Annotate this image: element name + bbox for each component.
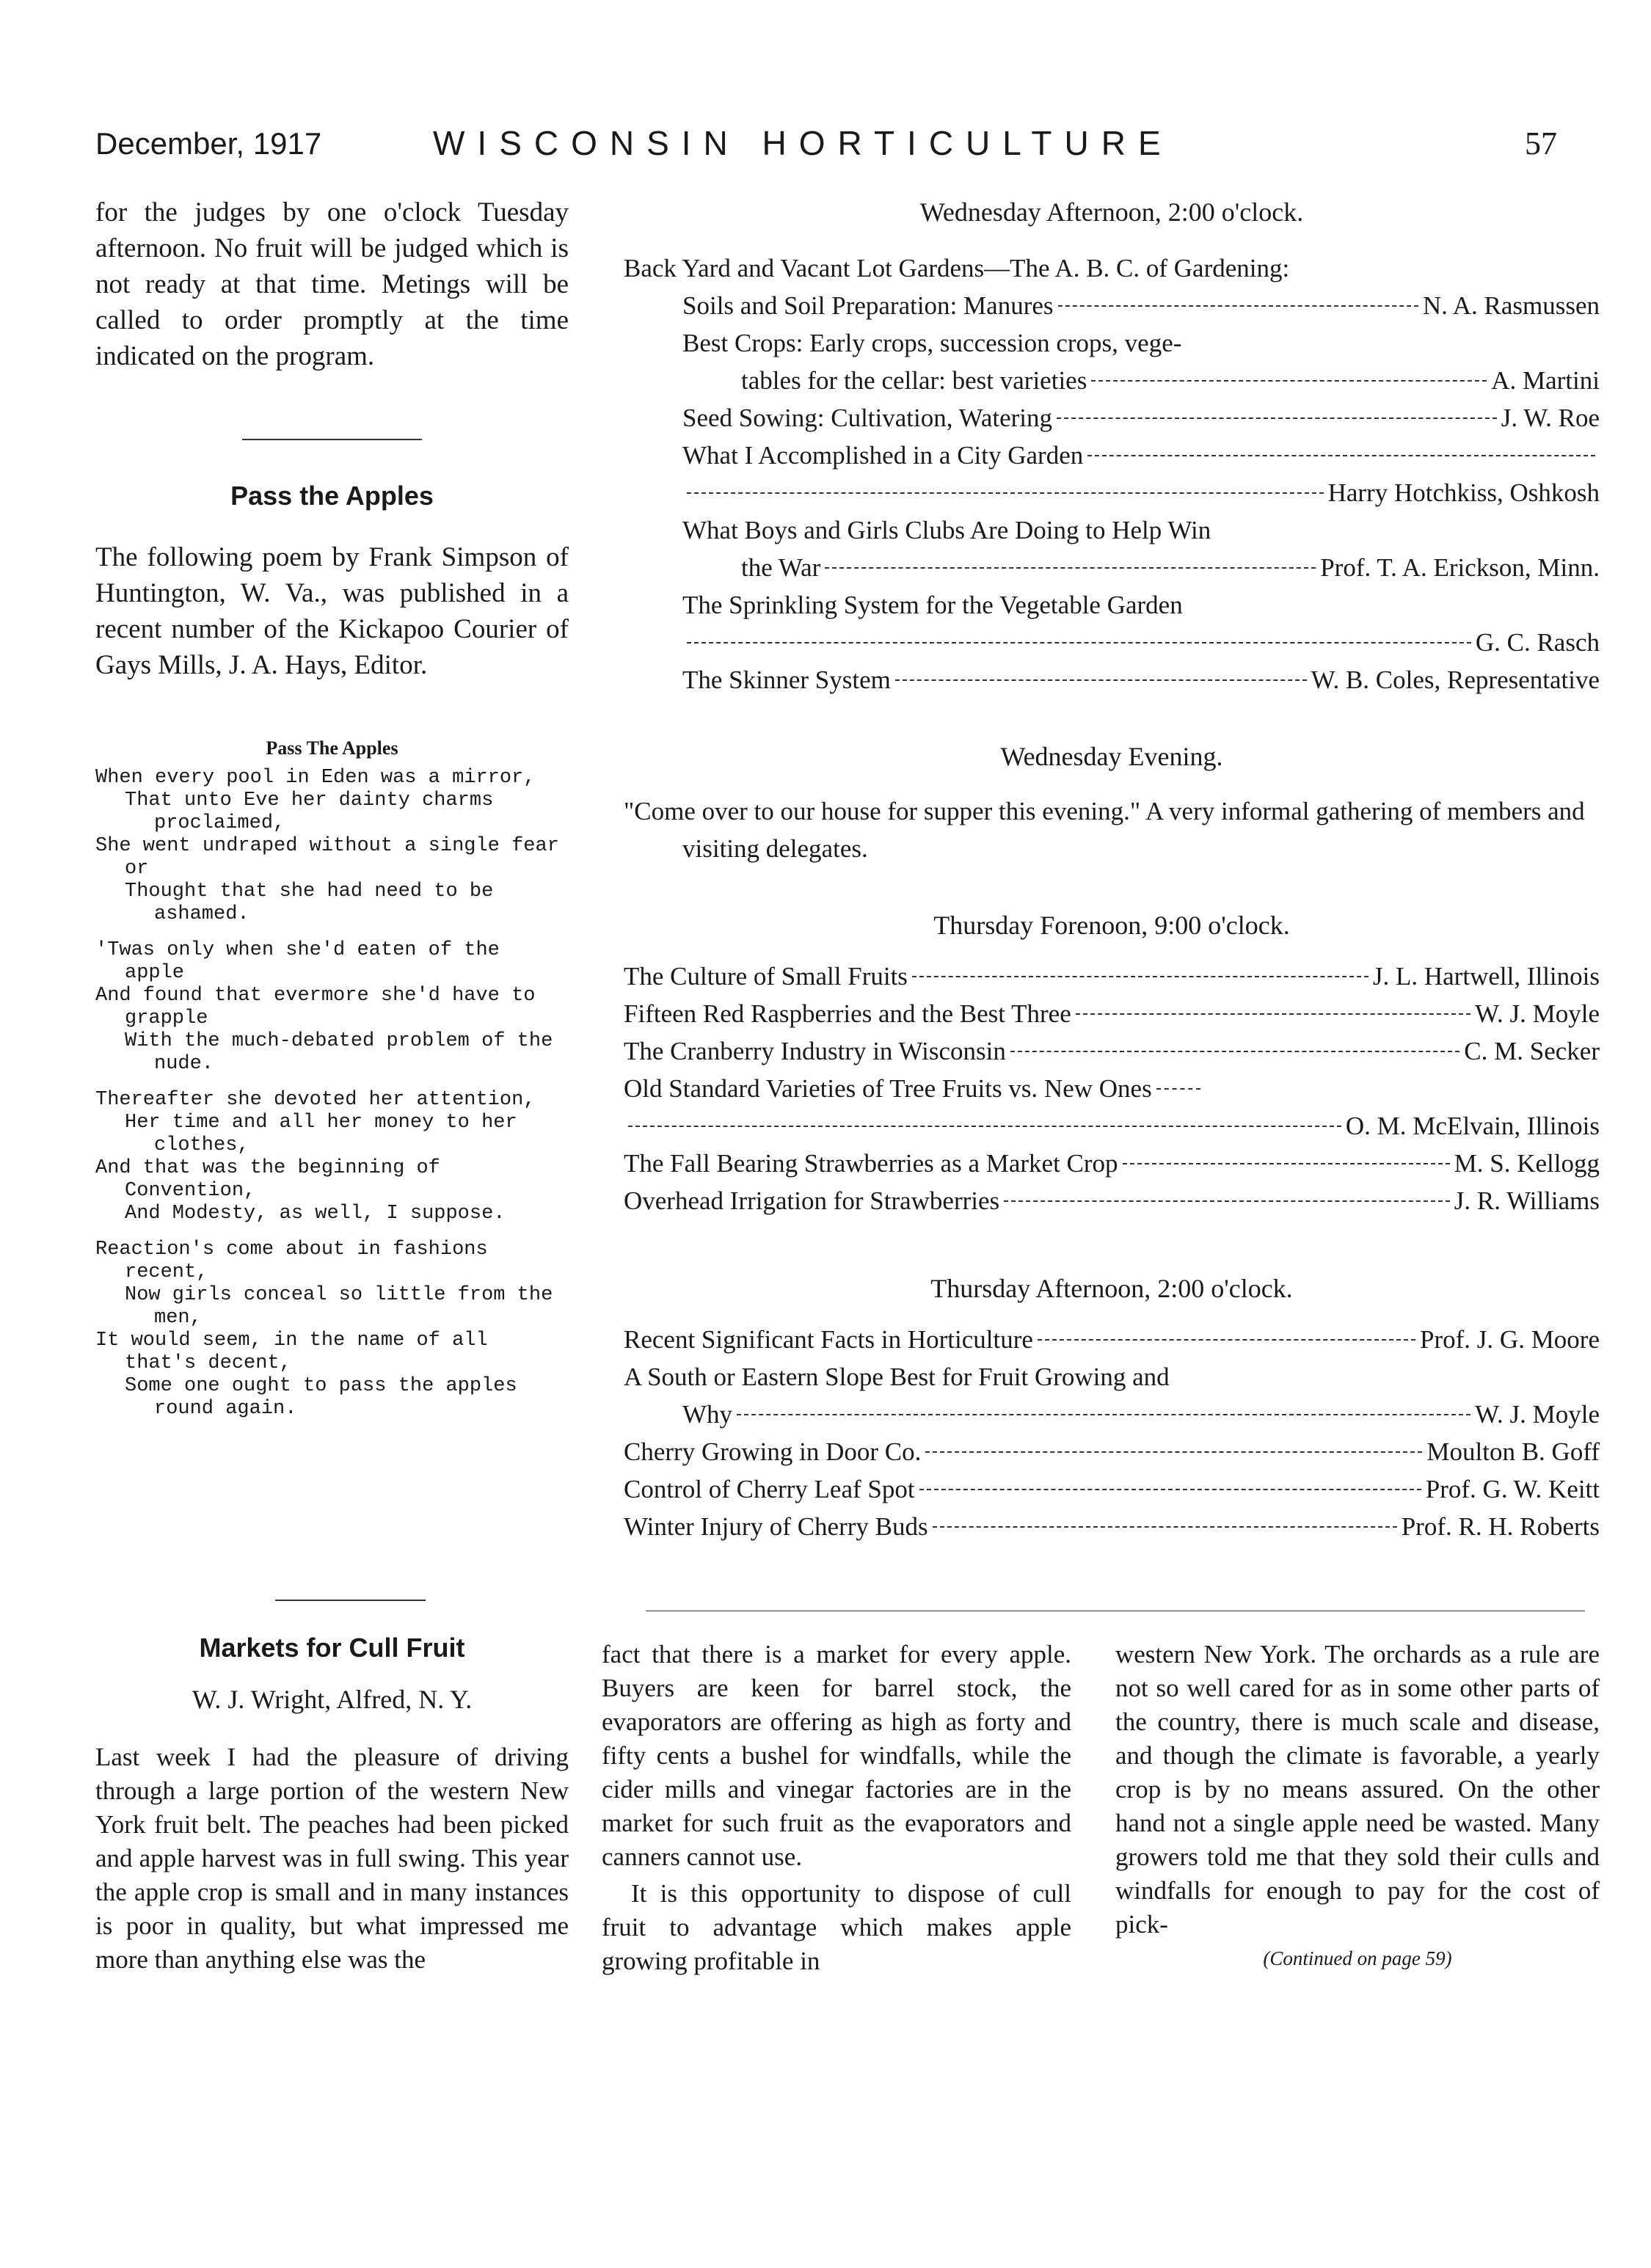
entry-title-line: A South or Eastern Slope Best for Fruit Growing and <box>624 1363 1170 1391</box>
entry-title: Control of Cherry Leaf Spot <box>624 1475 915 1503</box>
program-entry <box>624 1433 1600 1470</box>
program-entry <box>682 661 1600 699</box>
poem-line: She went undraped without a single fear or <box>95 835 559 880</box>
entry-speaker: W. B. Coles, Representative <box>1311 666 1600 694</box>
program-entry <box>624 1032 1600 1070</box>
program-entry <box>682 437 1600 474</box>
divider <box>242 439 422 440</box>
poem-line: Thought that she had need to be ashamed. <box>125 880 494 925</box>
entry-speaker: J. L. Hartwell, Illinois <box>1372 962 1600 991</box>
entry-speaker: O. M. McElvain, Illinois <box>1345 1112 1600 1140</box>
program-entry <box>624 1145 1600 1182</box>
leader-dashes <box>1076 1013 1470 1015</box>
entry-speaker: W. J. Moyle <box>1475 1400 1600 1429</box>
poem-stanza <box>95 939 569 1076</box>
poem-line: Now girls conceal so little from the men, <box>125 1284 553 1329</box>
entry-speaker: Moulton B. Goff <box>1426 1437 1600 1466</box>
entry-title-line: What Boys and Girls Clubs Are Doing to Help Win <box>682 516 1211 544</box>
leader-dashes <box>1058 305 1418 307</box>
poem-line: And that was the beginning of Convention, <box>95 1157 440 1202</box>
leader-dashes <box>1010 1051 1459 1052</box>
poem <box>95 767 569 1434</box>
poem-line: That unto Eve her dainty charms proclaimed, <box>125 790 494 834</box>
program-subitems <box>624 287 1600 699</box>
pass-apples-intro: The following poem by Frank Simpson of Huntington, W. Va., was published in a recent number of the Kickapoo Courier of Gays Mills, J. A. Hays, Editor. <box>95 542 569 680</box>
leader-dashes <box>1156 1088 1200 1090</box>
program-entry <box>624 995 1600 1032</box>
program-topic: Back Yard and Vacant Lot Gardens—The A. B. C. of Gardening: <box>624 254 1290 282</box>
entry-title: The Culture of Small Fruits <box>624 962 908 991</box>
program-entry <box>682 549 1600 586</box>
leader-dashes <box>919 1489 1421 1490</box>
entry-title: Seed Sowing: Cultivation, Watering <box>682 404 1052 432</box>
program-entry <box>682 474 1600 511</box>
entry-title: The Fall Bearing Strawberries as a Market Crop <box>624 1149 1118 1178</box>
thu-forenoon-program <box>624 958 1600 1219</box>
leader-dashes <box>1091 380 1487 382</box>
program-entry <box>624 1070 1600 1107</box>
leader-dashes <box>1057 417 1497 419</box>
entry-title-line: Best Crops: Early crops, succession crops, vege- <box>682 329 1182 357</box>
entry-speaker: Prof. T. A. Erickson, Minn. <box>1320 553 1600 582</box>
program-entry <box>624 1107 1600 1145</box>
entry-speaker: A. Martini <box>1491 366 1600 395</box>
entry-speaker: G. C. Rasch <box>1475 628 1600 657</box>
leader-dashes <box>933 1526 1397 1528</box>
leader-dashes <box>1004 1200 1450 1202</box>
entry-speaker: N. A. Rasmussen <box>1422 291 1600 320</box>
entry-speaker: W. J. Moyle <box>1475 999 1600 1028</box>
entry-title: Cherry Growing in Door Co. <box>624 1437 922 1466</box>
poem-title: Pass The Apples <box>266 737 398 759</box>
markets-column-1: Last week I had the pleasure of driving through a large portion of the western New York fruit belt. The peaches had been picked and apple harvest was in full swing. This year the apple crop is small and in many instances is poor in quality, but what impressed me more than anything else was the <box>95 1743 569 1974</box>
leader-dashes <box>825 567 1316 569</box>
entry-title: What I Accomplished in a City Garden <box>682 441 1084 470</box>
poem-line: With the much-debated problem of the nude. <box>125 1030 553 1075</box>
wed-afternoon-program <box>624 249 1600 699</box>
leader-dashes <box>687 492 1324 494</box>
entry-speaker: Harry Hotchkiss, Oshkosh <box>1327 478 1600 507</box>
markets-byline: W. J. Wright, Alfred, N. Y. <box>192 1685 473 1714</box>
entry-title: Old Standard Varieties of Tree Fruits vs. New Ones <box>624 1074 1152 1103</box>
entry-speaker: Prof. J. G. Moore <box>1420 1325 1600 1354</box>
poem-line: It would seem, in the name of all that's decent, <box>95 1330 488 1374</box>
poem-line: When every pool in Eden was a mirror, <box>95 767 536 789</box>
entry-speaker: J. W. Roe <box>1501 404 1600 432</box>
poem-stanza <box>95 1239 569 1421</box>
entry-title: The Skinner System <box>682 666 891 694</box>
poem-line: Some one ought to pass the apples round again. <box>125 1375 517 1420</box>
poem-line: And found that evermore she'd have to grapple <box>95 985 536 1029</box>
program-entry <box>682 362 1600 399</box>
thu-afternoon-heading: Thursday Afternoon, 2:00 o'clock. <box>930 1274 1293 1303</box>
poem-line: Reaction's come about in fashions recent, <box>95 1239 488 1283</box>
thu-afternoon-program <box>624 1321 1600 1545</box>
entry-title: The Cranberry Industry in Wisconsin <box>624 1037 1006 1065</box>
markets-heading: Markets for Cull Fruit <box>199 1633 465 1663</box>
leader-dashes <box>628 1126 1341 1127</box>
leader-dashes <box>737 1414 1470 1415</box>
poem-line: 'Twas only when she'd eaten of the apple <box>95 939 500 984</box>
leader-dashes <box>912 976 1368 977</box>
wed-evening-heading: Wednesday Evening. <box>1000 742 1223 771</box>
markets-column-3 <box>1115 1638 1600 1975</box>
entry-title: Fifteen Red Raspberries and the Best Three <box>624 999 1071 1028</box>
entry-title: Winter Injury of Cherry Buds <box>624 1512 928 1541</box>
journal-title: WISCONSIN HORTICULTURE <box>433 124 1173 162</box>
markets-paragraph: It is this opportunity to dispose of cull fruit to advantage which makes apple growing profitable in <box>602 1879 1071 1975</box>
entry-speaker: J. R. Williams <box>1454 1186 1600 1215</box>
leader-dashes <box>687 642 1471 643</box>
entry-speaker: M. S. Kellogg <box>1454 1149 1600 1178</box>
intro-paragraph: for the judges by one o'clock Tuesday afternoon. No fruit will be judged which is not ready at that time. Metings will be called to order promptly at the time indicated on the program. <box>95 197 569 371</box>
leader-dashes <box>1038 1339 1415 1341</box>
program-entry <box>624 1182 1600 1219</box>
program-entry <box>682 624 1600 661</box>
entry-title: Recent Significant Facts in Horticulture <box>624 1325 1033 1354</box>
program-entry <box>624 1321 1600 1358</box>
entry-title-line: The Sprinkling System for the Vegetable Garden <box>682 591 1183 619</box>
thu-forenoon-heading: Thursday Forenoon, 9:00 o'clock. <box>933 911 1290 940</box>
entry-title: tables for the cellar: best varieties <box>741 366 1087 395</box>
pass-apples-heading: Pass the Apples <box>230 481 434 511</box>
wed-afternoon-heading: Wednesday Afternoon, 2:00 o'clock. <box>919 197 1304 227</box>
leader-dashes <box>1087 455 1595 456</box>
program-entry <box>682 287 1600 324</box>
poem-line: And Modesty, as well, I suppose. <box>125 1203 506 1225</box>
program-entry <box>624 958 1600 995</box>
leader-dashes <box>925 1451 1422 1453</box>
poem-stanza <box>95 767 569 926</box>
entry-title: the War <box>741 553 821 582</box>
program-entry <box>624 1470 1600 1508</box>
poem-line: Her time and all her money to her clothes, <box>125 1112 517 1156</box>
program-entry <box>682 399 1600 437</box>
markets-paragraph: fact that there is a market for every apple. Buyers are keen for barrel stock, the evaporators are offering as high as forty and fifty cents a bushel for windfalls, while the cider mills and vinegar factories are in the market for such fruit as the evaporators and canners cannot use. <box>602 1640 1071 1871</box>
entry-speaker: Prof. G. W. Keitt <box>1425 1475 1600 1503</box>
markets-paragraph: western New York. The orchards as a rule are not so well cared for as in some other parts of the country, there is much scale and disease, and though the climate is favorable, a yearly crop is by no means assured. On the other hand not a single apple need be wasted. Many growers told me that they sold their culls and windfalls for enough to pay for the cost of pick- <box>1115 1640 1600 1939</box>
poem-stanza <box>95 1089 569 1225</box>
entry-title: Soils and Soil Preparation: Manures <box>682 291 1054 320</box>
wed-evening-text <box>624 792 1600 867</box>
page-number: 57 <box>1525 125 1557 161</box>
program-entry <box>624 1396 1600 1433</box>
program-entry <box>624 1508 1600 1545</box>
divider <box>275 1600 426 1601</box>
entry-speaker: Prof. R. H. Roberts <box>1401 1512 1600 1541</box>
leader-dashes <box>1123 1163 1450 1164</box>
entry-title: Why <box>682 1400 733 1429</box>
entry-speaker: C. M. Secker <box>1464 1037 1600 1065</box>
markets-column-2 <box>602 1638 1071 1978</box>
header-date: December, 1917 <box>95 126 322 161</box>
wed-evening-paragraph: "Come over to our house for supper this evening." A very informal gathering of members and visiting delegates. <box>624 797 1585 863</box>
continued-note: (Continued on page 59) <box>1263 1947 1452 1969</box>
leader-dashes <box>895 679 1307 681</box>
entry-title: Overhead Irrigation for Strawberries <box>624 1186 1000 1215</box>
poem-line: Thereafter she devoted her attention, <box>95 1089 536 1111</box>
